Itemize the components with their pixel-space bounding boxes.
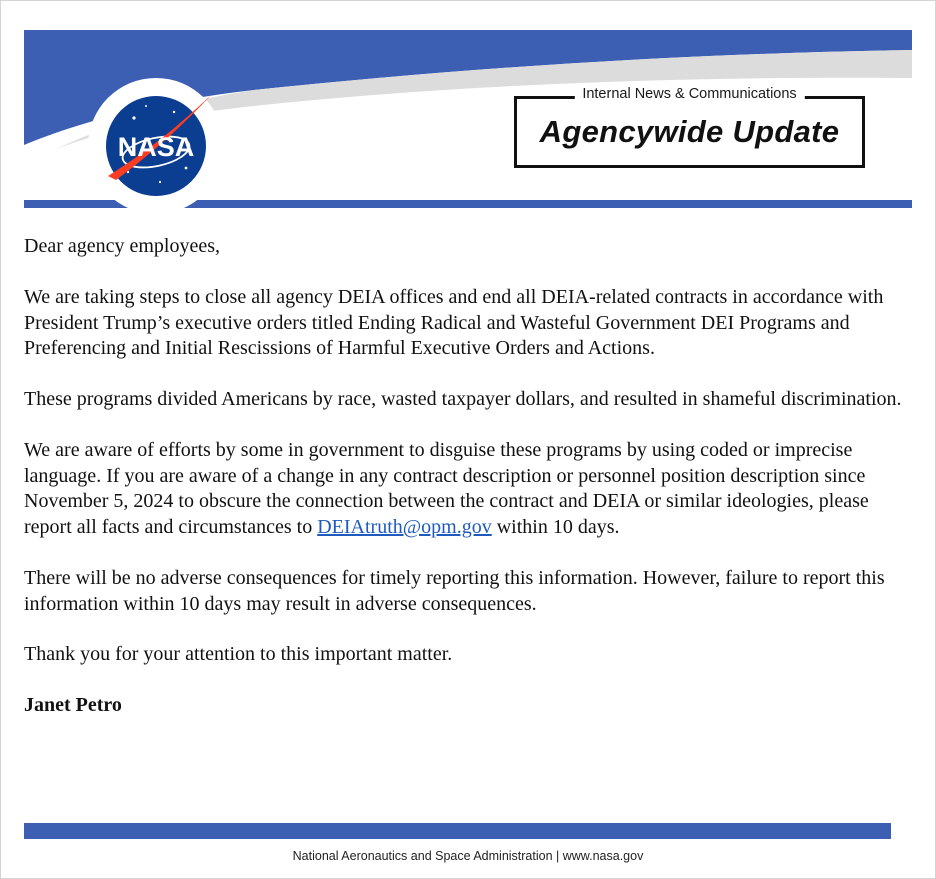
report-request-text: We are aware of efforts by some in government to disguise these programs by using coded or imprecise language. If you are aware of a change in any contract description or personnel position description since November 5, 2024 to obscure the connection between the contract and DEIA or similar ideologies, please report all facts and circumstances to	[24, 439, 869, 538]
greeting: Dear agency employees,	[24, 235, 221, 257]
memo-body	[24, 234, 919, 744]
paragraph-deia-closure: We are taking steps to close all agency DEIA offices and end all DEIA-related contracts in accordance with President Trump’s executive orders titled Ending Radical and Wasteful Government DEI Programs and Preferencing and Initial Rescissions of Harmful Executive Orders and Actions.	[24, 285, 884, 360]
paragraph-consequences: There will be no adverse consequences for timely reporting this information. However, failure to report this information within 10 days may result in adverse consequences.	[24, 566, 885, 615]
paragraph-programs-divided: These programs divided Americans by race, wasted taxpayer dollars, and resulted in shameful discrimination.	[24, 388, 902, 411]
newsletter-header	[24, 30, 912, 210]
paragraph-report-request	[24, 438, 919, 540]
report-deadline-text: within 10 days.	[491, 515, 620, 538]
signature: Janet Petro	[24, 694, 122, 717]
nasa-meatball-logo	[86, 76, 226, 216]
footer-text: National Aeronautics and Space Administration | www.nasa.gov	[292, 849, 644, 863]
agencywide-update-title: Agencywide Update	[539, 114, 840, 149]
internal-news-kicker: Internal News & Communications	[574, 86, 804, 102]
footer-bar	[24, 823, 891, 839]
agencywide-update-box	[514, 86, 865, 168]
paragraph-thank-you: Thank you for your attention to this important matter.	[24, 643, 453, 666]
nasa-logo-text: NASA	[117, 132, 195, 162]
deia-truth-email-link[interactable]: DEIAtruth@opm.gov	[317, 515, 492, 538]
nasa-insignia-icon	[86, 76, 226, 216]
